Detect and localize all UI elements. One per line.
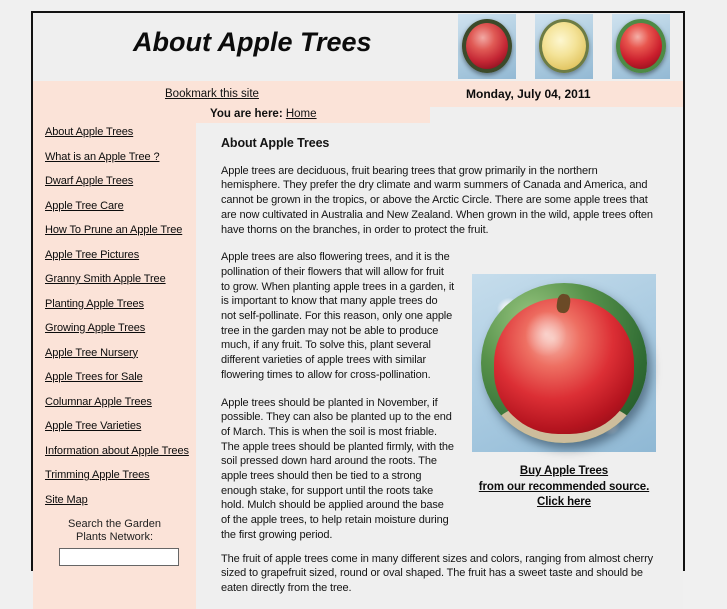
red-apple-large-photo xyxy=(472,274,656,452)
bookmark-link[interactable]: Bookmark this site xyxy=(165,88,259,100)
yellow-apple-icon xyxy=(539,19,589,73)
red-apple-photo xyxy=(458,14,516,79)
sidebar-item[interactable]: Apple Tree Care xyxy=(45,199,124,212)
page-container xyxy=(31,11,685,594)
sidebar-item[interactable]: Apple Tree Nursery xyxy=(45,346,138,359)
intro-paragraph: Apple trees are deciduous, fruit bearing trees that grow primarily in the northern hemisphere. They prefer the dry climate and warm summers of Canada and America, and cannot be grown in the tropics, or above the Arctic Circle. There are some apple trees that are now cultivated in Australia and New Zealand. When grown in the wild, apple trees often have thorns on the branches, in order to protect the fruit. xyxy=(221,164,653,236)
main-content xyxy=(196,123,683,609)
header-apple-photos xyxy=(458,14,670,79)
sidebar-item[interactable]: Apple Tree Pictures xyxy=(45,248,140,261)
page-title: About Apple Trees xyxy=(221,136,330,150)
sidebar-item[interactable]: Granny Smith Apple Tree xyxy=(45,273,166,285)
fruit-paragraph: The fruit of apple trees come in many different sizes and colors, ranging from almost cherry sized to grapefruit sized, round or oval shaped. The fruit has a sweet taste and should be eaten directly from the tree. xyxy=(221,552,654,594)
breadcrumb xyxy=(33,107,683,123)
sidebar-search-label xyxy=(45,518,184,544)
red-apple-icon-2 xyxy=(616,19,666,73)
sidebar-nav xyxy=(45,126,196,506)
buy-links xyxy=(469,464,659,511)
sidebar xyxy=(33,123,196,609)
yellow-apple-photo xyxy=(535,14,593,79)
right-column xyxy=(469,250,659,542)
top-bar xyxy=(33,81,683,107)
sidebar-item[interactable]: Apple Trees for Sale xyxy=(45,371,143,383)
sidebar-item[interactable]: How To Prune an Apple Tree xyxy=(45,224,183,236)
breadcrumb-home-link[interactable]: Home xyxy=(285,108,317,120)
sidebar-item[interactable]: About Apple Trees xyxy=(45,126,134,138)
sidebar-search-input[interactable] xyxy=(59,548,179,566)
sidebar-item[interactable]: Apple Tree Varieties xyxy=(45,420,142,432)
site-title: About Apple Trees xyxy=(133,27,372,57)
red-apple-photo-2 xyxy=(612,14,670,79)
recommended-source-link[interactable]: from our recommended source. Click here xyxy=(478,480,650,509)
site-header xyxy=(33,13,683,81)
big-red-apple-icon xyxy=(494,298,633,434)
search-label-line2: Plants Network: xyxy=(75,531,154,543)
red-apple-icon xyxy=(462,19,512,73)
sidebar-item[interactable]: Trimming Apple Trees xyxy=(45,469,150,481)
sidebar-item[interactable]: Planting Apple Trees xyxy=(45,297,144,310)
search-label-line1: Search the Garden xyxy=(68,518,161,530)
sidebar-item[interactable]: Growing Apple Trees xyxy=(45,322,146,334)
planting-paragraph: Apple trees should be planted in November, if possible. They can also be planted up to the end of March. This is when the soil is most friable. The apple trees should be planted firmly, with the soil pressed down hard around the roots. The apple trees should then be tied to a strong enough stake, for support until the roots take hold. Mulch should be applied around the base of the apple trees, to help retain moisture during the first growing period. xyxy=(221,396,454,541)
current-date: Monday, July 04, 2011 xyxy=(466,87,591,101)
sidebar-item[interactable]: Information about Apple Trees xyxy=(45,444,189,457)
buy-apple-trees-link[interactable]: Buy Apple Trees xyxy=(519,465,609,478)
sidebar-item[interactable]: What is an Apple Tree ? xyxy=(45,150,160,163)
apple-photo-circle xyxy=(481,283,647,443)
sidebar-item[interactable]: Dwarf Apple Trees xyxy=(45,175,134,187)
sidebar-item[interactable]: Site Map xyxy=(45,493,88,506)
breadcrumb-label: You are here: xyxy=(210,108,283,120)
pollination-paragraph: Apple trees are also flowering trees, and it is the pollination of their flowers that will allow for fruit to grow. When planting apple trees in a garden, it is important to know that many apple trees do not self-pollinate. For this reason, only one apple tree in the garden may not be able to produce much, if any fruit. To solve this, plant several different varieties of apple trees with similar flowering times to allow for cross-pollination. xyxy=(221,251,455,381)
sidebar-item[interactable]: Columnar Apple Trees xyxy=(45,395,152,408)
